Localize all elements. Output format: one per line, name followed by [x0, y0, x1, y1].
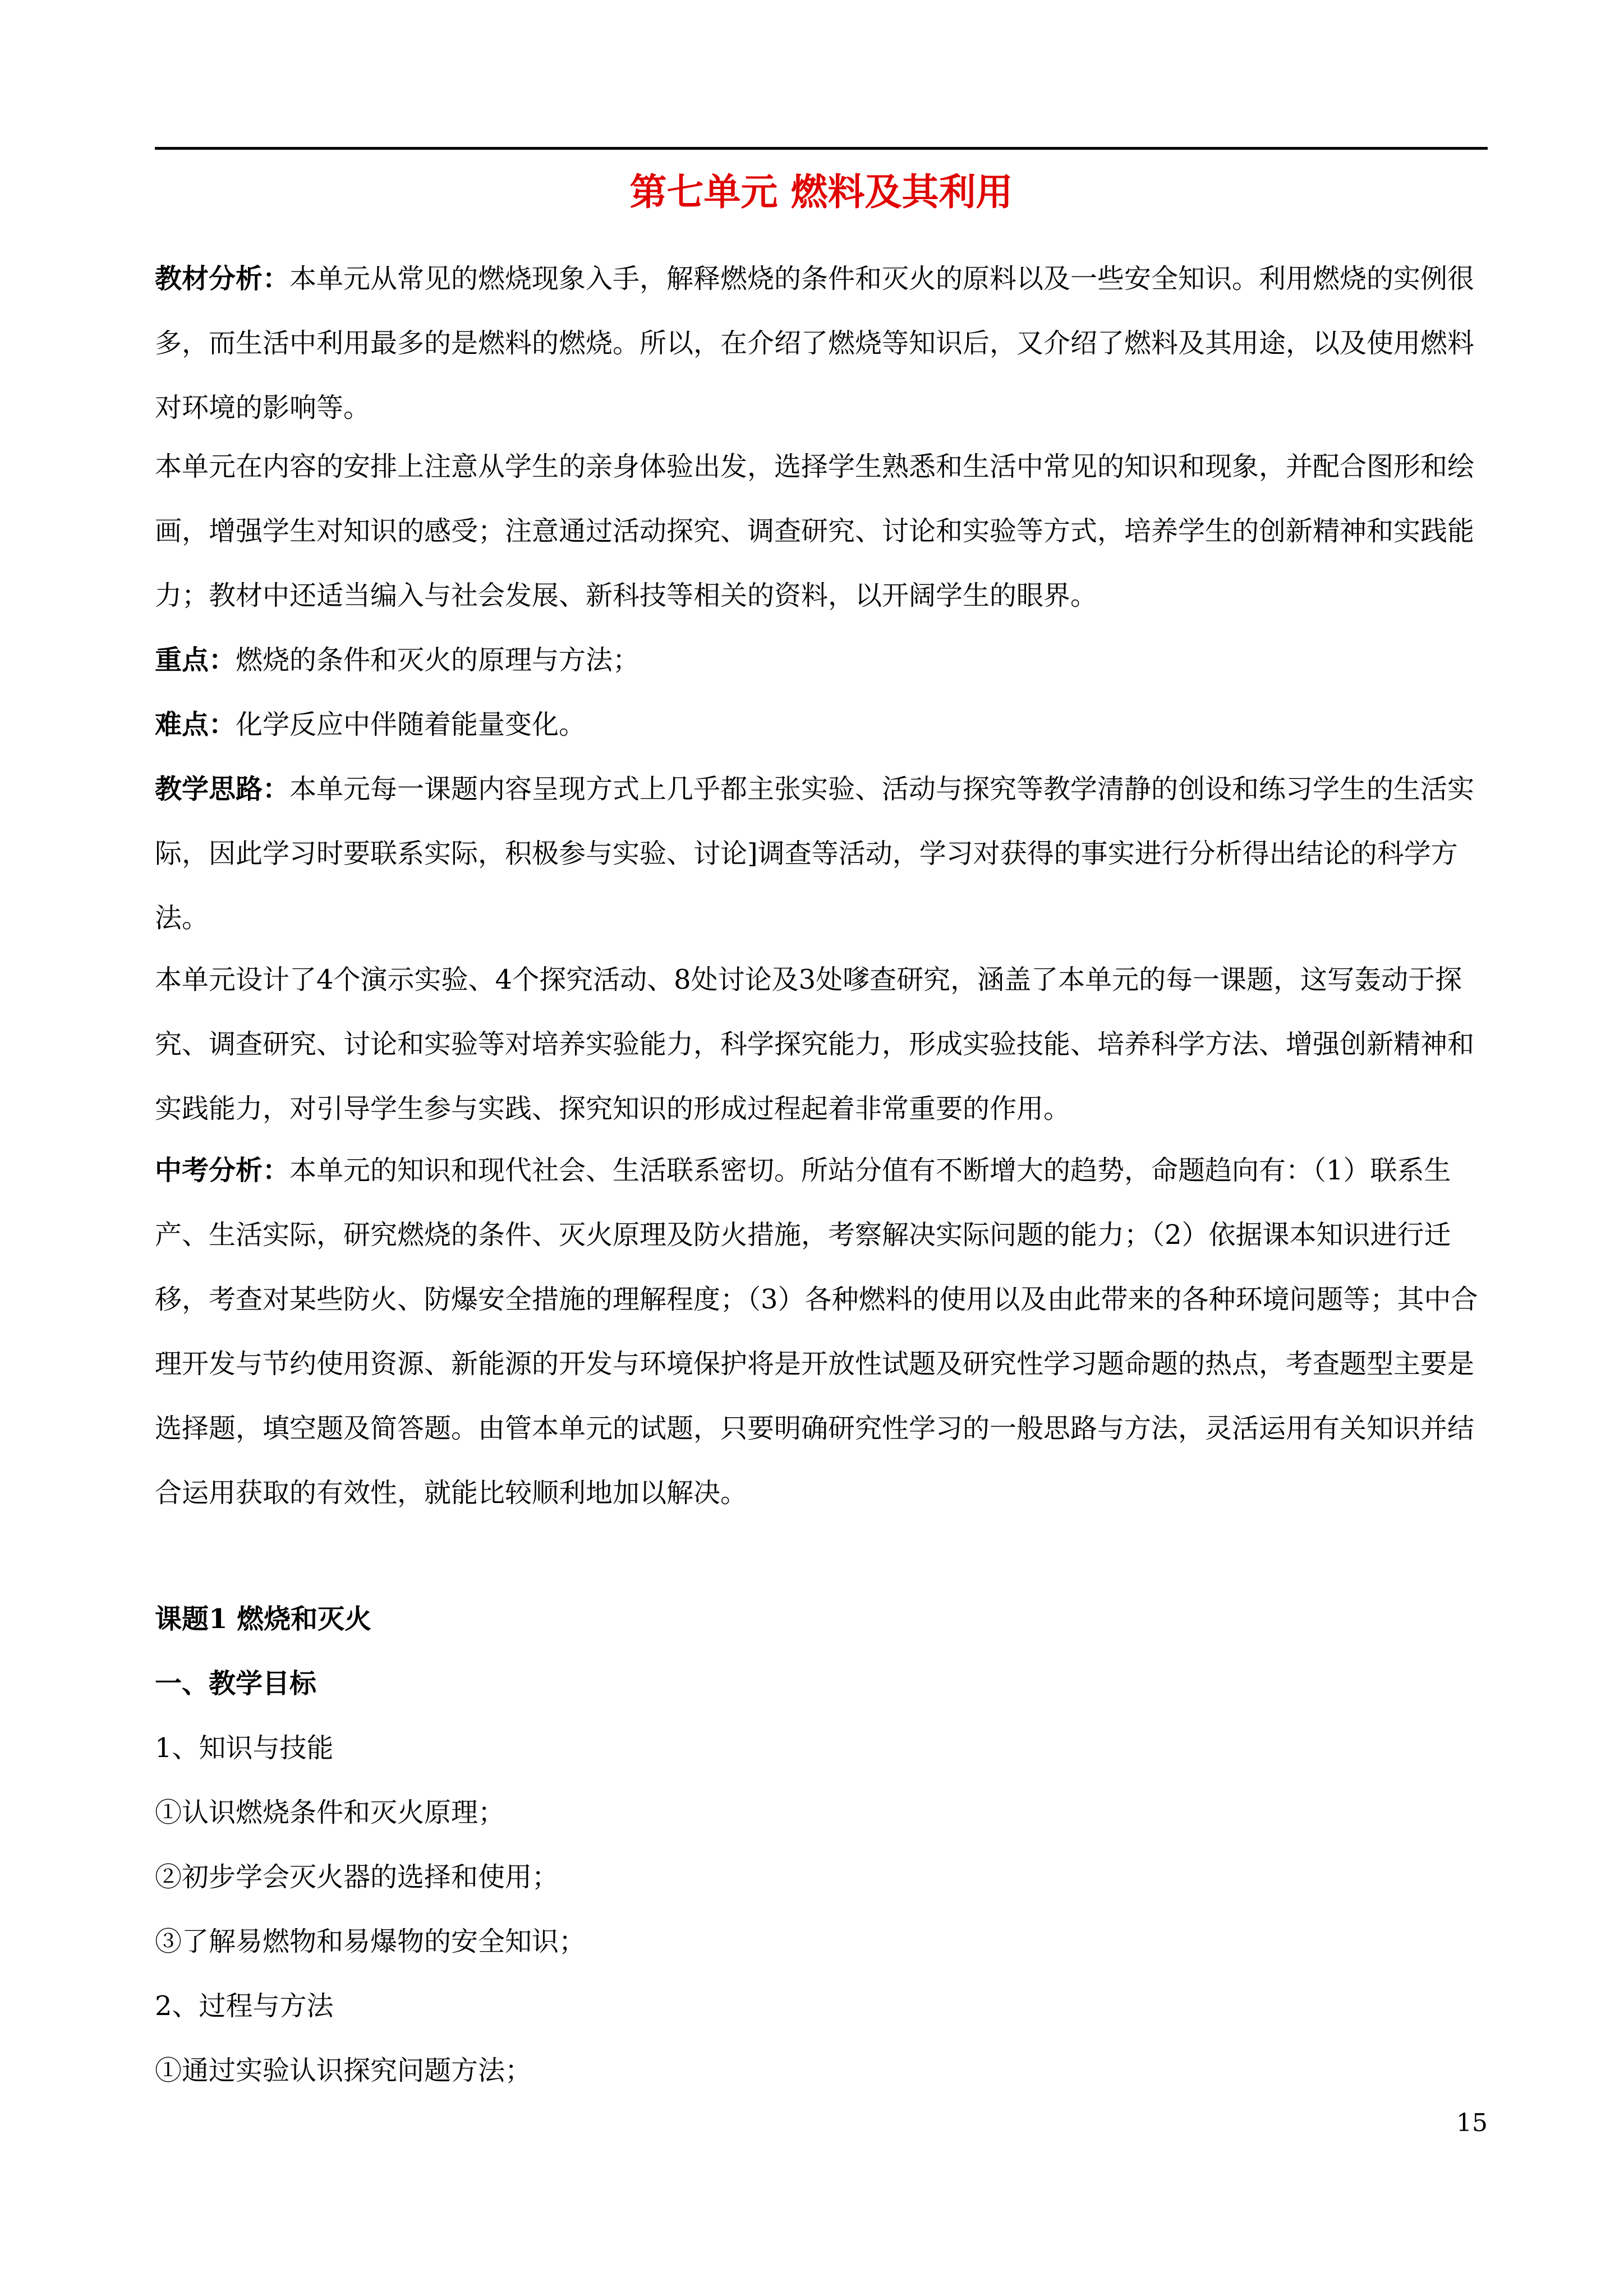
key-point-text: 燃烧的条件和灭火的原理与方法； — [236, 644, 640, 676]
arrangement-paragraph: 本单元在内容的安排上注意从学生的亲身体验出发，选择学生熟悉和生活中常见的知识和现象，并配合图形和绘画，增强学生对知识的感受；注意通过活动探究、调查研究、讨论和实验等方式，培养学生的创新精神和实践能力；教材中还适当编入与社会发展、新科技等相关的资料，以开阔学生的眼界。 — [155, 451, 1475, 611]
page-title: 第七单元 燃料及其利用 — [629, 170, 1013, 214]
key-point-paragraph — [155, 628, 1488, 693]
page-number: 15 — [1456, 2109, 1488, 2137]
knowledge-skills-heading: 1、知识与技能 — [155, 1732, 334, 1764]
exam-analysis-paragraph — [155, 1138, 1488, 1525]
exam-analysis-label: 中考分析： — [155, 1155, 290, 1186]
teaching-approach-paragraph — [155, 757, 1488, 951]
list-item: ③了解易燃物和易爆物的安全知识； — [155, 1926, 586, 1957]
difficulty-text: 化学反应中伴随着能量变化。 — [236, 709, 586, 740]
list-item: ①认识燃烧条件和灭火原理； — [155, 1797, 505, 1828]
lesson-title: 课题1 燃烧和灭火 — [155, 1603, 372, 1635]
objectives-heading: 一、教学目标 — [155, 1668, 317, 1699]
difficulty-paragraph — [155, 693, 1488, 757]
exam-analysis-text: 本单元的知识和现代社会、生活联系密切。所站分值有不断增大的趋势，命题趋向有：（1）联系生产、生活实际，研究燃烧的条件、灭火原理及防火措施，考察解决实际问题的能力；（2）依据课本知识进行迁移，考查对某些防火、防爆安全措施的理解程度；（3）各种燃料的使用以及由此带来的各种环境问题等；其中合理开发与节约使用资源、新能源的开发与环境保护将是开放性试题及研究性学习题命题的热点，考查题型主要是选择题，填空题及简答题。由管本单元的试题，只要明确研究性学习的一般思路与方法，灵活运用有关知识并结合运用获取的有效性，就能比较顺利地加以解决。 — [155, 1155, 1478, 1509]
difficulty-label: 难点： — [155, 709, 236, 740]
header-rule — [155, 147, 1488, 150]
material-analysis-label: 教材分析： — [155, 263, 290, 294]
key-point-label: 重点： — [155, 644, 236, 676]
process-methods-heading: 2、过程与方法 — [155, 1990, 334, 2022]
list-item: ②初步学会灭火器的选择和使用； — [155, 1861, 559, 1893]
list-item: ①通过实验认识探究问题方法； — [155, 2055, 532, 2086]
material-analysis-paragraph — [155, 247, 1488, 440]
teaching-approach-label: 教学思路： — [155, 773, 290, 805]
material-analysis-text: 本单元从常见的燃烧现象入手，解释燃烧的条件和灭火的原料以及一些安全知识。利用燃烧的实例很多，而生活中利用最多的是燃料的燃烧。所以，在介绍了燃烧等知识后，又介绍了燃料及其用途，以及使用燃料对环境的影响等。 — [155, 263, 1475, 423]
teaching-approach-text: 本单元每一课题内容呈现方式上几乎都主张实验、活动与探究等教学清静的创设和练习学生的生活实际，因此学习时要联系实际，积极参与实验、讨论]调查等活动，学习对获得的事实进行分析得出结论的科学方法。 — [155, 773, 1475, 934]
design-paragraph: 本单元设计了4个演示实验、4个探究活动、8处讨论及3处嗲查研究，涵盖了本单元的每一课题，这写轰动于探究、调查研究、讨论和实验等对培养实验能力，科学探究能力，形成实验技能、培养科学方法、增强创新精神和实践能力，对引导学生参与实践、探究知识的形成过程起着非常重要的作用。 — [155, 964, 1475, 1124]
